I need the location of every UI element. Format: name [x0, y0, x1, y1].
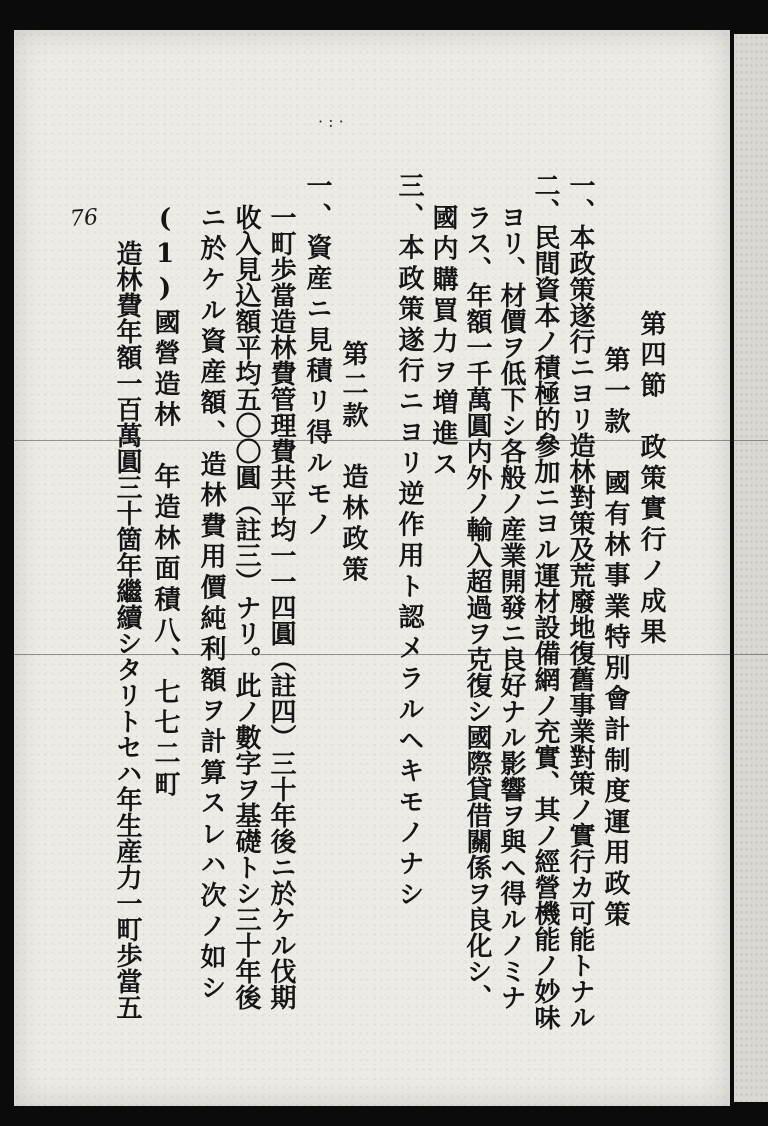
- subsection-1-title: 第一款 國有林事業特別會計制度運用政策: [600, 346, 630, 932]
- adjacent-page-edge: [734, 34, 768, 1102]
- item-b1-sub-2: 造林費年額一百萬圓三十箇年繼續シタリトセハ年生産力一町歩當五: [112, 240, 142, 1020]
- section-title: 第四節 政策實行ノ成果: [636, 310, 666, 649]
- item-1-line-1: 一、本政策遂行ニヨリ造林對策及荒廢地復舊事業對策ノ實行カ可能トナル: [565, 172, 595, 1030]
- item-2-line-3: ラス、年額一千萬圓内外ノ輸入超過ヲ克復シ國際貸借關係ヲ良化シ、: [462, 204, 492, 1010]
- item-2-line-2: ヨリ、材價ヲ低下シ各般ノ産業開發ニ良好ナル影響ヲ與へ得ルノミナ: [496, 204, 526, 1010]
- item-b1-line-1: 一、資産ニ見積リ得ルモノ: [302, 172, 332, 542]
- page-number: 76: [69, 205, 99, 232]
- ink-specks: · : ·: [318, 112, 344, 131]
- item-b1-sub-1: (1)國營造林 年造林面積八、七七二町: [150, 204, 180, 802]
- item-b1-line-3: 收入見込額平均五〇〇圓（註三）ナリ。此ノ數字ヲ基礎トシ三十年後: [231, 204, 261, 1010]
- item-b1-line-2: 一町歩當造林費管理費共平均一一四圓（註四）三十年後ニ於ケル伐期: [266, 204, 296, 1010]
- item-3-line-1: 三、本政策遂行ニヨリ逆作用ト認メラルヘキモノナシ: [394, 172, 424, 912]
- item-2-line-1: 二、民間資本ノ積極的參加ニヨル運材設備網ノ充實、其ノ經營機能ノ妙味: [530, 172, 560, 1030]
- item-b1-line-4: ニ於ケル資産額、造林費用價純利額ヲ計算スレハ次ノ如シ: [196, 204, 226, 1005]
- subsection-2-title: 第二款 造林政策: [338, 340, 368, 587]
- item-2-line-4: 國内購買力ヲ増進ス: [428, 204, 458, 482]
